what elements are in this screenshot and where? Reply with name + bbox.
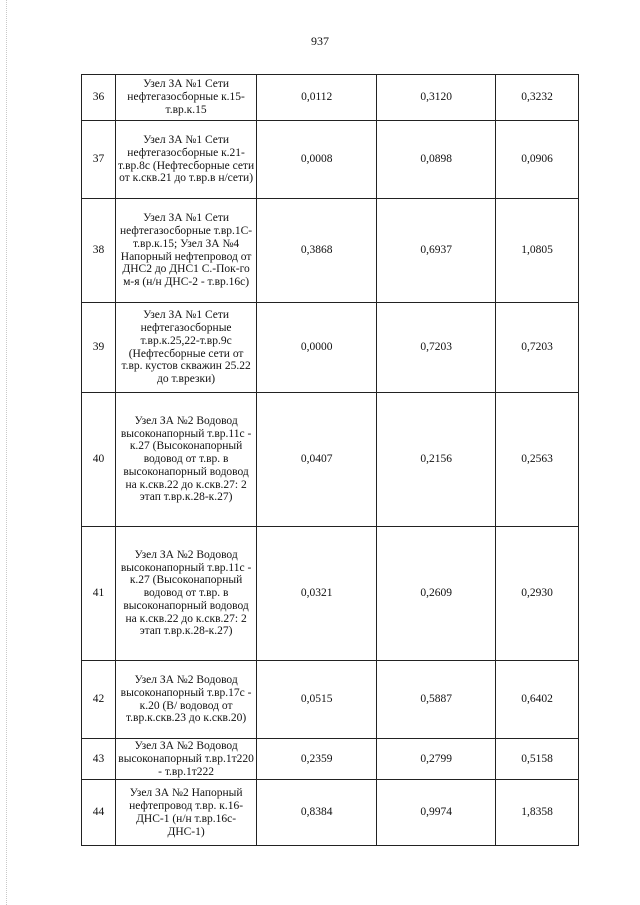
value-1-cell: 0,8384 <box>257 780 377 846</box>
data-table <box>81 74 579 846</box>
value-1-cell: 0,0407 <box>257 393 377 527</box>
value-3-cell: 0,7203 <box>496 303 579 393</box>
value-3-cell: 1,8358 <box>496 780 579 846</box>
row-number-cell: 42 <box>82 661 116 739</box>
object-name-cell: Узел ЗА №2 Водовод высоконапорный т.вр.17с - к.20 (В/ водовод от т.вр.к.скв.23 до к.скв.20) <box>115 661 256 739</box>
table-row <box>82 739 579 780</box>
value-2-cell: 0,2156 <box>377 393 496 527</box>
page-number: 937 <box>311 34 329 48</box>
value-2-cell: 0,2609 <box>377 527 496 661</box>
table-row <box>82 303 579 393</box>
value-3-cell: 1,0805 <box>496 199 579 303</box>
value-1-cell: 0,0515 <box>257 661 377 739</box>
scan-edge <box>6 0 8 905</box>
row-number-cell: 36 <box>82 75 116 121</box>
value-1-cell: 0,3868 <box>257 199 377 303</box>
value-2-cell: 0,0898 <box>377 121 496 199</box>
table-row <box>82 661 579 739</box>
row-number-cell: 41 <box>82 527 116 661</box>
row-number-cell: 37 <box>82 121 116 199</box>
table-row <box>82 199 579 303</box>
value-3-cell: 0,6402 <box>496 661 579 739</box>
object-name-cell: Узел ЗА №1 Сети нефтегазосборные к.21-т.вр.8с (Нефтесборные сети от к.скв.21 до т.вр.в н/сети) <box>115 121 256 199</box>
value-3-cell: 0,2563 <box>496 393 579 527</box>
value-1-cell: 0,0112 <box>257 75 377 121</box>
row-number-cell: 40 <box>82 393 116 527</box>
row-number-cell: 39 <box>82 303 116 393</box>
table-row <box>82 393 579 527</box>
value-3-cell: 0,0906 <box>496 121 579 199</box>
table-row <box>82 121 579 199</box>
object-name-cell: Узел ЗА №1 Сети нефтегазосборные т.вр.1С-т.вр.к.15; Узел ЗА №4 Напорный нефтепровод от ДНС2 до ДНС1 С.-Пок-го м-я (н/н ДНС-2 - т.вр.16с) <box>115 199 256 303</box>
object-name-cell: Узел ЗА №2 Напорный нефтепровод т.вр. к.16-ДНС-1 (н/н т.вр.16с-ДНС-1) <box>115 780 256 846</box>
value-3-cell: 0,5158 <box>496 739 579 780</box>
value-1-cell: 0,0000 <box>257 303 377 393</box>
value-3-cell: 0,3232 <box>496 75 579 121</box>
object-name-cell: Узел ЗА №2 Водовод высоконапорный т.вр.11с - к.27 (Высоконапорный водовод от т.вр. в высоконапорный водовод на к.скв.22 до к.скв.27: 2 этап т.вр.к.28-к.27) <box>115 393 256 527</box>
value-1-cell: 0,2359 <box>257 739 377 780</box>
value-2-cell: 0,2799 <box>377 739 496 780</box>
object-name-cell: Узел ЗА №2 Водовод высоконапорный т.вр.11с - к.27 (Высоконапорный водовод от т.вр. в высоконапорный водовод на к.скв.22 до к.скв.27: 2 этап т.вр.к.28-к.27) <box>115 527 256 661</box>
table-row <box>82 527 579 661</box>
value-1-cell: 0,0321 <box>257 527 377 661</box>
value-2-cell: 0,6937 <box>377 199 496 303</box>
object-name-cell: Узел ЗА №2 Водовод высоконапорный т.вр.1т220 - т.вр.1т222 <box>115 739 256 780</box>
value-3-cell: 0,2930 <box>496 527 579 661</box>
object-name-cell: Узел ЗА №1 Сети нефтегазосборные т.вр.к.25,22-т.вр.9с (Нефтесборные сети от т.вр. кустов скважин 25.22 до т.врезки) <box>115 303 256 393</box>
value-2-cell: 0,5887 <box>377 661 496 739</box>
value-1-cell: 0,0008 <box>257 121 377 199</box>
value-2-cell: 0,3120 <box>377 75 496 121</box>
row-number-cell: 44 <box>82 780 116 846</box>
table-row <box>82 75 579 121</box>
row-number-cell: 43 <box>82 739 116 780</box>
table-row <box>82 780 579 846</box>
value-2-cell: 0,9974 <box>377 780 496 846</box>
object-name-cell: Узел ЗА №1 Сети нефтегазосборные к.15-т.вр.к.15 <box>115 75 256 121</box>
value-2-cell: 0,7203 <box>377 303 496 393</box>
row-number-cell: 38 <box>82 199 116 303</box>
